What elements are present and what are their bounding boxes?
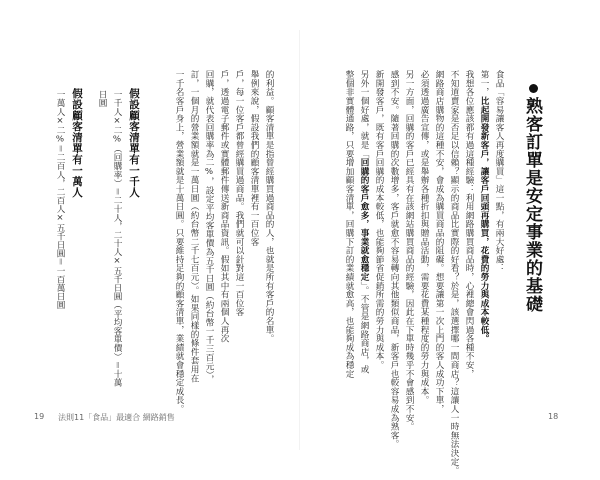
body-text: 第一， <box>479 70 489 97</box>
heading-bullet <box>529 84 538 93</box>
body-column <box>477 70 490 360</box>
body-column <box>357 70 370 374</box>
page-number-left: 19 <box>34 412 45 421</box>
body-column: 食品「容易讓客人再度購買」這一點，有兩大好處： <box>494 70 504 273</box>
subhead-ten-thousand: 假設顧客清單有一萬人 <box>71 88 83 198</box>
bold-text: 比起開發新客戶，讓客戶回頭再購買，花費的勞力與成本較低。 <box>479 96 489 343</box>
subhead-thousand: 假設顧客清單有一千人 <box>128 88 140 198</box>
body-column: 另一方面，回購的客戶已經具有在該網站購買商品的經驗，因此在下單時幾乎不會感到不安。 <box>404 70 414 431</box>
page-heading: 熟客訂單是安定事業的基礎 <box>522 97 542 313</box>
body-text: 」。不管是網路商店，或 <box>359 281 369 374</box>
gutter <box>299 30 300 450</box>
body-column: 回購，就代表回購率為二%，設定平均客單價為五千日圓（約台幣一千三百元）， <box>204 70 214 384</box>
body-column: 舉例來說，假設我們的顧客清單裡有一百位客 <box>249 70 259 246</box>
body-column: 的利益。顧客清單是指曾經購買過商品的人，也就是所有客戶的名單。 <box>264 70 274 343</box>
body-column: 戶，透過電子郵件或實體郵件傳送新商品資訊。假如其中有兩個人再次 <box>219 70 229 343</box>
bold-text: 回購的客戶愈多，事業就愈穩定 <box>359 158 369 282</box>
equation-ten-thousand: 一萬人×二%＝二百人，二百人×五千日圓＝一百萬日圓 <box>55 90 65 310</box>
body-column: 不知道賣家是否足以信賴？顯示的商品比實際的好看？於是，該選擇哪一間商店？這讓人一時無法決定。 <box>449 70 459 475</box>
body-column: 新開發客戶，既有客戶回購的成本較低，也能夠節省促銷所需的勞力與成本。 <box>374 70 384 370</box>
body-column: 必須透過廣告宣傳，或是舉辦各種折扣與贈品活動，需要花費某種程度的勞力與成本。 <box>419 70 429 405</box>
body-column: 網路商店購物的這種不安，會成為購買商品的阻礙。想要讓第一次上門的客人成功下單， <box>434 70 444 414</box>
body-column: 整個非實體通路，只要增加顧客清單，回購下訂的業績就愈高，也能夠成為穩定 <box>344 70 354 378</box>
equation-thousand: 一千人×二%（回購率）＝二十人，二十人×五千日圓（平均客單價）＝十萬 <box>112 90 122 387</box>
body-column: 訂，一個月的營業額就是一萬日圓（約台幣二千七百元）。如果同樣的條件套用在 <box>189 70 199 383</box>
body-text: 另外一個好處，就是「 <box>359 70 369 158</box>
body-column: 感到不安。隨著回購的次數增多，客戶就愈不容易轉向其他類似商品，新客戶也較容易成為熟客。 <box>389 70 399 449</box>
body-column: 我想各位應該都有過這種經驗：利用網路購買商品時，心裡總會閃過各種不安， <box>464 70 474 378</box>
running-head: 法則11「食品」最適合 網路銷售 <box>58 413 175 422</box>
body-column: 戶，每一位客戶都曾經購買過商品。我們就可以針對這一百位客 <box>234 70 244 317</box>
equation-thousand-tail: 日圓 <box>97 90 107 108</box>
page-number-right: 18 <box>548 412 559 421</box>
body-column: 一千名客戶身上，營業額就是十萬日圓。只要維持足夠的顧客清單，業績就會穩定成長。 <box>174 70 184 414</box>
